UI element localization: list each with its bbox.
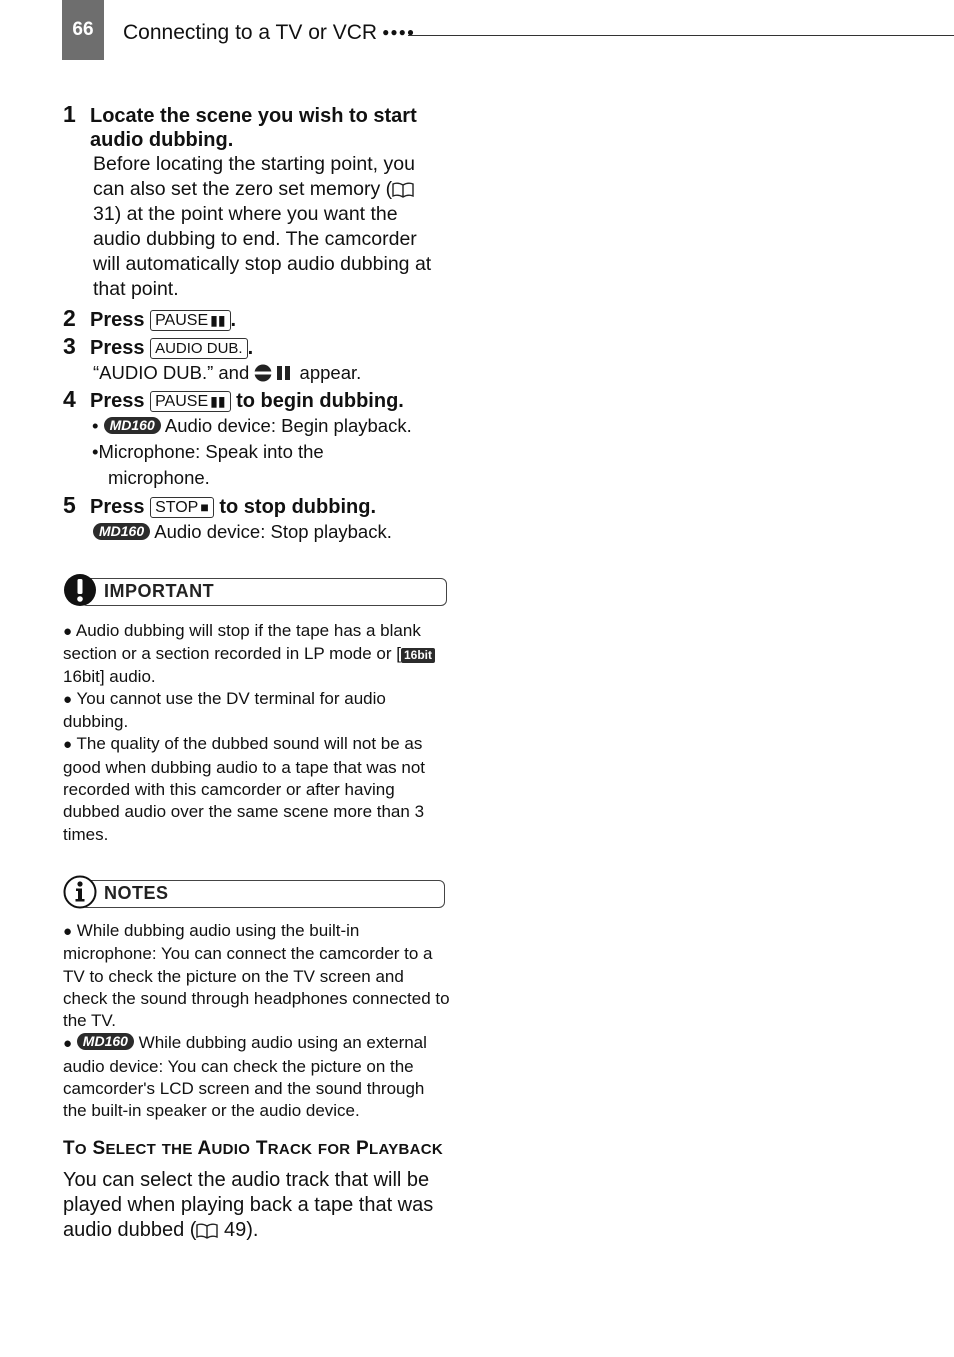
bullet-md160 bbox=[90, 413, 453, 439]
step-number: 1 bbox=[63, 101, 76, 127]
step-heading bbox=[90, 389, 453, 413]
bullet-text: Microphone: Speak into the bbox=[98, 441, 324, 462]
press-label: Press bbox=[90, 309, 145, 331]
main-column bbox=[63, 101, 453, 1243]
pause-icon: ▮▮ bbox=[210, 312, 226, 328]
important-label: IMPORTANT bbox=[104, 581, 215, 601]
step-tail: . bbox=[230, 309, 237, 331]
step-body-text-a: Before locating the starting point, you can also set the zero set memory ( bbox=[93, 153, 415, 200]
press-label: Press bbox=[90, 390, 145, 412]
important-item-3 bbox=[63, 733, 451, 845]
step-1 bbox=[63, 101, 453, 304]
important-item-1 bbox=[63, 620, 451, 688]
page-ref: 31 bbox=[93, 203, 115, 225]
bullet: ● bbox=[63, 623, 73, 640]
bullet-microphone bbox=[90, 439, 453, 465]
notes-label: NOTES bbox=[104, 882, 169, 903]
section-body-text-b: ). bbox=[246, 1218, 259, 1241]
step-body bbox=[90, 519, 453, 544]
16bit-badge: 16bit bbox=[401, 648, 435, 663]
md160-badge: MD160 bbox=[93, 523, 150, 540]
pause-icon: ▮▮ bbox=[210, 393, 226, 409]
md160-badge: MD160 bbox=[104, 417, 161, 434]
page-number: 66 bbox=[62, 0, 104, 60]
bullet: • bbox=[92, 415, 99, 436]
bullet: • bbox=[92, 441, 99, 462]
key-label: STOP bbox=[155, 499, 199, 516]
pause-key bbox=[150, 391, 230, 412]
key-label: AUDIO DUB. bbox=[155, 340, 243, 357]
bullet: ● bbox=[63, 1035, 73, 1053]
step-body-text-b: ) at the point where you want the audio dubbing to end. The camcorder will automatically stop audio dubbing at that point. bbox=[93, 203, 432, 300]
step-heading bbox=[90, 336, 453, 360]
important-text: 16bit] audio. bbox=[63, 666, 156, 686]
book-icon bbox=[392, 182, 414, 198]
important-text: Audio dubbing will stop if the tape has a blank section or a section recorded in LP mode or [ bbox=[63, 621, 421, 664]
stop-key bbox=[150, 497, 214, 518]
step-body-text-a: “AUDIO DUB.” and bbox=[93, 362, 250, 383]
header-rule bbox=[408, 35, 954, 36]
notes-item-2 bbox=[63, 1032, 451, 1122]
bullet: ● bbox=[63, 736, 73, 754]
key-label: PAUSE bbox=[155, 312, 209, 329]
section-heading: TO SELECT THE AUDIO TRACK FOR PLAYBACK bbox=[63, 1137, 444, 1159]
section-body-text-a: You can select the audio track that will be played when playing back a tape that was audio dubbed ( bbox=[63, 1168, 434, 1241]
step-number: 4 bbox=[63, 386, 76, 412]
step-4 bbox=[63, 386, 453, 491]
step-number: 3 bbox=[63, 333, 76, 359]
step-tail: to begin dubbing. bbox=[236, 390, 404, 412]
important-bar bbox=[81, 578, 447, 606]
step-body-text: Audio device: Stop playback. bbox=[154, 521, 392, 542]
notes-item-1 bbox=[63, 920, 451, 1032]
step-heading: Locate the scene you wish to start audio dubbing. bbox=[90, 105, 417, 151]
important-text: You cannot use the DV terminal for audio dubbing. bbox=[63, 688, 386, 732]
chapter-title bbox=[123, 21, 415, 45]
step-5 bbox=[63, 492, 453, 544]
important-item-2 bbox=[63, 688, 451, 734]
bullet: ● bbox=[63, 690, 73, 708]
page-ref: 49 bbox=[224, 1218, 247, 1241]
book-icon bbox=[196, 1223, 218, 1239]
step-heading bbox=[90, 308, 453, 332]
chapter-dots: ●●●● bbox=[382, 25, 416, 39]
press-label: Press bbox=[90, 496, 145, 518]
step-body bbox=[90, 152, 453, 302]
section-body bbox=[63, 1168, 453, 1243]
audio-dub-pause-icon bbox=[254, 364, 294, 382]
step-number: 5 bbox=[63, 492, 76, 518]
notes-text: While dubbing audio using an external audio device: You can check the picture on the camcorder's LCD screen and the sound through the built-in speaker or the audio device. bbox=[63, 1033, 427, 1121]
stop-icon: ■ bbox=[200, 499, 209, 515]
step-tail: to stop dubbing. bbox=[219, 496, 376, 518]
chapter-title-text: Connecting to a TV or VCR bbox=[123, 21, 378, 44]
step-tail: . bbox=[247, 337, 254, 359]
press-label: Press bbox=[90, 337, 145, 359]
pause-key bbox=[150, 310, 230, 331]
bullet-text: Audio device: Begin playback. bbox=[164, 415, 412, 436]
bullet-continuation: microphone. bbox=[108, 467, 210, 488]
notes-text: While dubbing audio using the built-in microphone: You can connect the camcorder to a TV to check the picture on the TV screen and check the sound through headphones connected to the TV. bbox=[63, 920, 450, 1031]
important-text: The quality of the dubbed sound will not be as good when dubbing audio to a tape that was not recorded with this camcorder or after having dubbed audio over the same scene more than 3 times. bbox=[63, 734, 426, 844]
step-2 bbox=[63, 305, 453, 332]
step-3 bbox=[63, 333, 453, 385]
key-label: PAUSE bbox=[155, 393, 209, 410]
notes-bar bbox=[81, 880, 445, 908]
step-heading bbox=[90, 495, 453, 519]
exclamation-icon bbox=[63, 573, 97, 607]
bullet: ● bbox=[63, 922, 73, 940]
audio-dub-key bbox=[150, 338, 248, 359]
info-icon bbox=[63, 875, 97, 909]
step-number: 2 bbox=[63, 305, 76, 331]
md160-badge: MD160 bbox=[77, 1033, 134, 1050]
step-body bbox=[90, 360, 453, 385]
step-body-text-b: appear. bbox=[299, 362, 362, 383]
